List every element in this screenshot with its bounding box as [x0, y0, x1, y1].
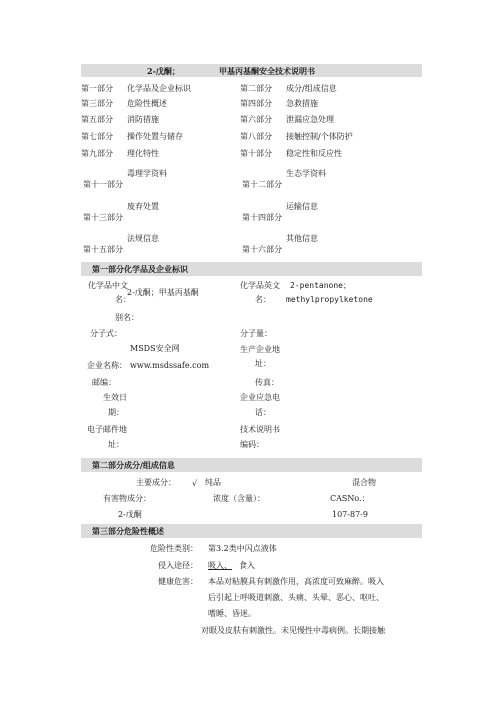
formula-label: 分子式：: [90, 329, 122, 338]
mw-label: 分子量：: [240, 329, 272, 338]
toc-part: 第一部分: [81, 84, 113, 93]
cn-name-value: 2-戊酮；甲基丙基酮: [127, 288, 199, 297]
check-mark: √: [192, 479, 198, 488]
cas-label: CASNo.：: [330, 494, 370, 503]
email-label: 电子邮件地: [87, 425, 127, 434]
toc-title: 废弃处置: [127, 202, 159, 211]
component-name: 2-戊酮: [118, 510, 142, 519]
toc-part: 第二部分: [240, 84, 272, 93]
toc-part: 第十部分: [240, 149, 272, 158]
producer-label-2: 址：: [255, 359, 271, 368]
toc-part: 第十三部分: [83, 213, 123, 222]
tech-code-label-2: 编码：: [240, 440, 264, 449]
cn-name-label-2: 名：: [115, 295, 131, 304]
toc-part: 第十二部分: [242, 180, 282, 189]
toc-part: 第四部分: [240, 99, 272, 108]
main-component-label: 主要成分：: [136, 478, 176, 487]
cas-value: 107-87-9: [332, 510, 368, 519]
doc-title-left: 2-戊酮；: [147, 66, 180, 76]
health-line: 后引起上呼吸道刺激、头痛、头晕、恶心、呕吐、: [208, 593, 384, 602]
en-name-value-2: methylpropylketone: [286, 295, 373, 304]
route-value-inhalation: 吸入、: [208, 561, 232, 570]
route-label: 侵入途径：: [158, 561, 198, 570]
emergency-label-2: 话：: [255, 408, 271, 417]
hazard-component-label: 有害物成分：: [103, 494, 151, 503]
toc-title: 危险性概述: [127, 99, 167, 108]
effective-date-label-2: 期：: [108, 408, 124, 417]
concentration-label: 浓度（含量）：: [213, 494, 265, 503]
company-label: 企业名称：: [87, 361, 127, 370]
toc-title: 消防措施: [127, 115, 159, 124]
toc-part: 第七部分: [81, 132, 113, 141]
doc-title-right: 甲基丙基酮安全技术说明书: [219, 66, 315, 76]
toc-part: 第十四部分: [242, 213, 282, 222]
en-name-label-2: 名：: [255, 295, 271, 304]
section1-header: 第一部分化学品及企业标识: [92, 264, 188, 274]
postcode-label: 邮编：: [92, 378, 116, 387]
toc-title: 操作处置与储存: [127, 132, 183, 141]
health-line: 本品对粘膜具有刺激作用，高浓度可致麻醉。吸入: [208, 577, 384, 586]
email-label-2: 址：: [108, 440, 124, 449]
route-value-ingestion: 食入: [239, 561, 255, 570]
producer-label: 生产企业地: [240, 345, 280, 354]
hazard-category-label: 危险性类别：: [150, 544, 198, 553]
toc-part: 第五部分: [81, 115, 113, 124]
section3-header: 第三部分危险性概述: [92, 526, 164, 536]
toc-part: 第八部分: [240, 132, 272, 141]
section2-header: 第二部分成分/组成信息: [92, 460, 175, 470]
net-name: MSDS安全网: [130, 344, 180, 353]
toc-title: 运输信息: [286, 202, 318, 211]
cn-name-label: 化学品中文: [88, 281, 128, 290]
toc-part: 第三部分: [81, 99, 113, 108]
toc-title: 生态学资料: [286, 169, 326, 178]
fax-label: 传真：: [255, 378, 279, 387]
toc-title: 泄漏应急处理: [286, 115, 334, 124]
toc-title: 接触控制/个体防护: [286, 132, 353, 141]
effective-date-label: 生效日: [103, 393, 127, 402]
hazard-category-value: 第3.2类中闪点液体: [208, 544, 277, 553]
alias-label: 别名：: [115, 313, 139, 322]
toc-part: 第六部分: [240, 115, 272, 124]
toc-part: 第九部分: [81, 149, 113, 158]
toc-part: 第十五部分: [83, 245, 123, 254]
toc-title: 急救措施: [286, 99, 318, 108]
pure-label: 纯品: [205, 478, 221, 487]
toc-title: 成分/组成信息: [286, 84, 337, 93]
tech-code-label: 技术说明书: [240, 425, 280, 434]
toc-title: 其他信息: [286, 234, 318, 243]
mixture-label: 混合物: [352, 478, 376, 487]
en-name-label: 化学品英文: [240, 281, 280, 290]
health-line: 嗜睡、昏迷。: [208, 609, 256, 618]
toc-part: 第十六部分: [242, 245, 282, 254]
toc-part: 第十一部分: [83, 180, 123, 189]
health-line: 对眼及皮肤有刺激性。未见慢性中毒病例。长期接触: [201, 626, 385, 635]
health-label: 健康危害：: [158, 577, 198, 586]
emergency-label: 企业应急电: [240, 393, 280, 402]
toc-title: 稳定性和反应性: [286, 149, 342, 158]
toc-title: 化学品及企业标识: [127, 84, 191, 93]
en-name-value: 2-pentanone；: [290, 281, 351, 290]
toc-title: 法规信息: [127, 234, 159, 243]
toc-title: 理化特性: [127, 149, 159, 158]
company-value: www.msdssafe.com: [130, 361, 210, 370]
toc-title: 毒理学资料: [127, 169, 167, 178]
